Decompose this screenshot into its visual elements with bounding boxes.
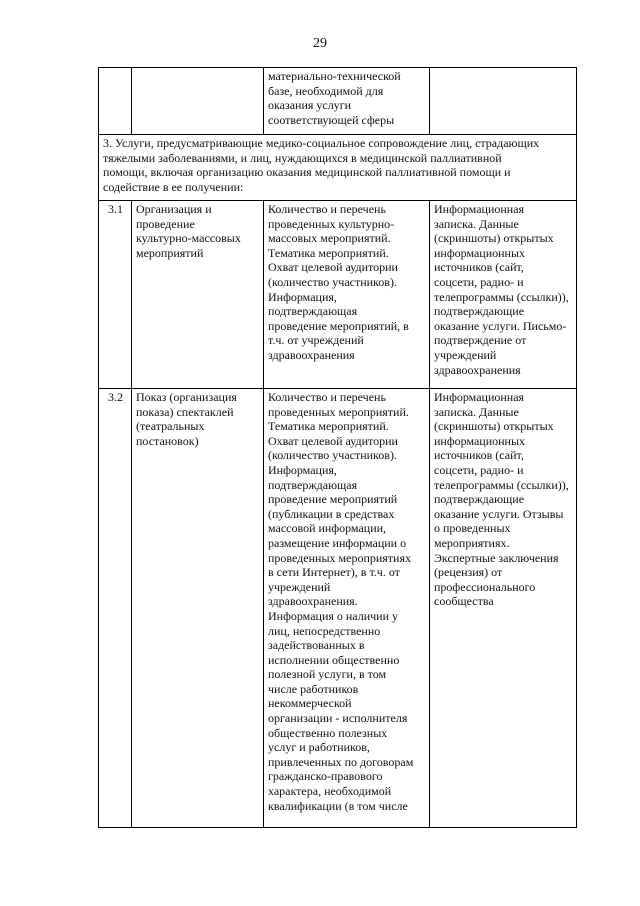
text-line: источников (сайт, [434,448,524,463]
text-line: гражданско-правового [268,769,383,784]
text-line: соцсети, радио- и [434,462,524,477]
text-line: (скриншоты) открытых [434,231,554,246]
text-line: массовых мероприятий. [268,231,391,246]
text-line: мероприятиях. [434,535,510,550]
text-line: постановок) [136,433,199,448]
text-line: материально-технической [268,69,401,83]
text-line: здравоохранения [434,362,521,377]
text-line: подтверждающие [434,492,525,507]
text-line: записка. Данные [434,216,519,231]
cell-service-empty [132,68,264,135]
text-line: 3. Услуги, предусматривающие медико-социальное сопровождение лиц, страдающих [103,136,540,150]
text-line: (публикации в средствах [268,506,395,521]
text-line: в сети Интернет), в т.ч. от [268,565,400,580]
cell-continuation-text [264,68,430,135]
indicators-cell [264,389,430,828]
text-line: содействие в ее получении: [103,179,244,194]
text-line: (скриншоты) открытых [434,419,554,434]
text-line: источников (сайт, [434,260,524,275]
text-line: Информация, [268,462,337,477]
service-name-cell [132,389,264,828]
text-line: оказание услуги. Отзывы [434,506,564,521]
text-line: здравоохранения [268,347,355,362]
text-line: организации - исполнителя [268,711,408,726]
text-line: записка. Данные [434,404,519,419]
text-line: проведение мероприятий [268,492,398,507]
text-line: Тематика мероприятий. [268,419,389,434]
text-line: учреждений [434,347,497,362]
text-line: оказания услуги [268,98,352,113]
text-line: полезной услуги, в том [268,667,387,682]
text-line: Информация о наличии у [268,608,399,623]
text-line: соответствующей сферы [268,112,395,127]
text-line: Показ (организация [136,390,237,404]
text-line: массовой информации, [268,521,387,536]
text-line: мероприятий [136,245,204,260]
text-line: оказание услуги. Письмо- [434,318,567,333]
table-row-3-1 [99,201,577,389]
section-3-heading [99,135,577,201]
text-line: т.ч. от учреждений [268,333,364,348]
text-line: помощи, включая организацию оказания медицинской паллиативной помощи и [103,165,511,180]
text-line: сообщества [434,594,494,609]
text-line: Охват целевой аудитории [268,433,398,448]
text-line: Количество и перечень [268,202,386,216]
text-line: привлеченных по договорам [268,754,414,769]
text-line: проведенных культурно- [268,216,395,231]
table-row-continuation [99,68,577,135]
text-line: общественно полезных [268,725,388,740]
section-heading-row [99,135,577,201]
page-number: 29 [313,36,327,51]
text-line: проведение [136,216,195,231]
text-line: некоммерческой [268,696,352,711]
row-number: 3.1 [99,201,132,389]
row-number: 3.2 [99,389,132,828]
indicators-cell [264,201,430,389]
text-line: проведенных мероприятий. [268,404,409,419]
text-line: Тематика мероприятий. [268,245,389,260]
text-line: Информационная [434,390,525,404]
text-line: характера, необходимой [268,784,392,799]
text-line: Информационная [434,202,525,216]
text-line: информационных [434,433,526,448]
text-line: подтверждающая [268,477,358,492]
text-line: (количество участников). [268,274,397,289]
text-line: подтверждающая [268,304,358,319]
text-line: здравоохранения. [268,594,358,609]
text-line: исполнении общественно [268,652,400,667]
text-line: (количество участников). [268,448,397,463]
cell-number-empty [99,68,132,135]
text-line: телепрограммы (ссылки)), [434,289,569,304]
text-line: квалификации (в том числе [268,798,408,813]
text-line: о проведенных [434,521,511,536]
service-name-cell [132,201,264,389]
table-row-3-2 [99,389,577,828]
text-line: подтверждение от [434,333,527,348]
text-line: подтверждающие [434,304,525,319]
text-line: Охват целевой аудитории [268,260,398,275]
text-line: профессионального [434,579,536,594]
text-line: соцсети, радио- и [434,274,524,289]
text-line: информационных [434,245,526,260]
text-line: Организация и [136,202,212,216]
text-line: (рецензия) от [434,565,503,580]
text-line: Экспертные заключения [434,550,559,565]
documents-cell [430,201,577,389]
text-line: размещение информации о [268,535,407,550]
documents-cell [430,389,577,828]
text-line: учреждений [268,579,331,594]
requirements-table [98,67,577,828]
text-line: (театральных [136,419,205,434]
text-line: базе, необходимой для [268,83,384,98]
text-line: услуг и работников, [268,740,370,755]
text-line: Количество и перечень [268,390,386,404]
text-line: проведение мероприятий, в [268,318,409,333]
text-line: показа) спектаклей [136,404,234,419]
text-line: задействованных в [268,638,365,653]
text-line: телепрограммы (ссылки)), [434,477,569,492]
text-line: лиц, непосредственно [268,623,381,638]
cell-documents-empty [430,68,577,135]
text-line: проведенных мероприятиях [268,550,411,565]
text-line: числе работников [268,681,359,696]
text-line: тяжелыми заболеваниями, и лиц, нуждающихся в медицинской паллиативной [103,150,502,165]
text-line: культурно-массовых [136,231,241,246]
text-line: Информация, [268,289,337,304]
